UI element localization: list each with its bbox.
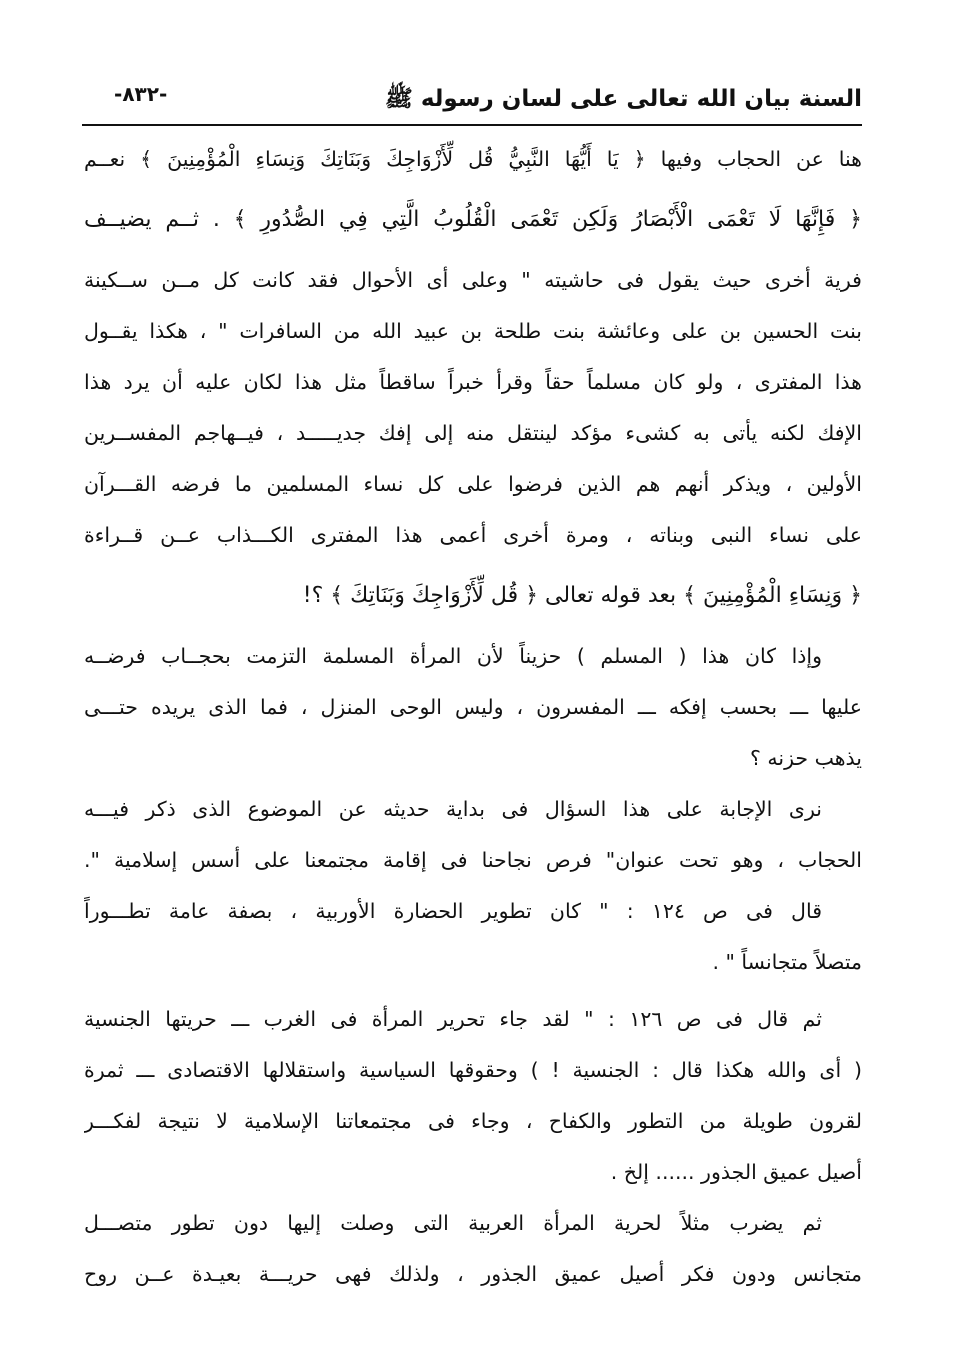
text-line: بنت الحسين بن على وعائشة بنت طلحة بن عبيد الله من السافرات " ، هكذا يقــول <box>84 319 862 343</box>
text-line: ( أى والله هكذا قال : الجنسية ! ) وحقوقها السياسية واستقلالها الاقتصادى ـــ ثمرة <box>84 1058 862 1082</box>
body-text <box>84 130 862 1300</box>
text-line: لقرون طويلة من التطور والكفاح ، وجاء فى مجتمعاتنا الإسلامية لا نتيجة لفكـــر <box>84 1109 862 1133</box>
text-line: الإفك لكنه يأتى به كشىء مؤكد لينتقل منه إلى إفك جديـــــد ، فيــهاجم المفســرين <box>84 421 862 445</box>
text-line: على نساء النبى وبناته ، ومرة أخرى أعمى هذا المفترى الكـــذاب عــن قــراءة <box>84 523 862 547</box>
text-line: أصيل عميق الجذور ...... إلخ . <box>610 1160 862 1184</box>
text-line: متجانس ودون فكر أصيل عميق الجذور ، ولذلك فهى حريـــة بعيـدة عــن روح <box>84 1262 862 1286</box>
text-line: عليها ـــ بحسب إفكه ـــ المفسرون ، وليس الوحى المنزل ، فما الذى يريده حتـــى <box>84 695 862 719</box>
text-line: متصلاً متجانساً " . <box>712 950 862 974</box>
text-line: ثم قال فى ص ١٢٦ : " لقد جاء تحرير المرأة فى الغرب ـــ حريتها الجنسية <box>84 1007 822 1031</box>
text-line-verse: هنا عن الحجاب وفيها ﴿ يَا أَيُّهَا النَّبِيُّ قُل لِّأَزْوَاجِكَ وَبَنَاتِكَ وَنِسَاءِ الْمُؤْمِنِينَ ﴾ نعــم <box>84 147 862 171</box>
text-line: الأولين ، ويذكر أنهم هم الذين فرضوا على كل نساء المسلمين ما فرضه القـــرآن <box>84 472 862 496</box>
header-divider <box>82 124 862 126</box>
text-line: فرية أخرى حيث يقول فى حاشيته " وعلى أى الأحوال فقد كانت كل مــن ســكينة <box>84 268 862 292</box>
page-header <box>84 82 862 122</box>
text-line: الحجاب ، وهو تحت عنوان" فرص نجاحنا فى إقامة مجتمعنا على أسس إسلامية ". <box>84 848 862 872</box>
text-line: نرى الإجابة على هذا السؤال فى بداية حديثه عن الموضوع الذى ذكر فيـــه <box>84 797 822 821</box>
text-line-verse: ﴿ فَإِنَّهَا لَا تَعْمَى الْأَبْصَارُ وَلَكِن تَعْمَى الْقُلُوبُ الَّتِي فِي الصُّدُورِ ﴾ . ثــم يضيــف <box>84 207 862 232</box>
text-line: ثم يضرب مثلاً لحرية المرأة العربية التى وصلت إليها دون تطور متصـــل <box>84 1211 822 1235</box>
text-line: يذهب حزنه ؟ <box>750 746 862 770</box>
text-line: هذا المفترى ، ولو كان مسلماً حقاً وقرأ خبراً ساقطاً مثل هذا لكان عليه أن يرد هذا <box>84 370 862 394</box>
running-title: السنة بيان الله تعالى على لسان رسوله ﷺ <box>385 86 862 112</box>
text-line: قال فى ص ١٢٤ : " كان تطوير الحضارة الأوربية ، بصفة عامة تطـــوراً <box>84 899 822 923</box>
page-number: -٨٣٢- <box>114 82 168 106</box>
text-line: وإذا كان هذا ( المسلم ) حزيناً لأن المرأة المسلمة التزمت بحجــاب فرضــه <box>84 644 822 668</box>
text-line-verse: ﴿ وَنِسَاءِ الْمُؤْمِنِينَ ﴾ بعد قوله تعالى ﴿ قُل لِّأَزْوَاجِكَ وَبَنَاتِكَ ﴾ ؟! <box>302 583 862 608</box>
